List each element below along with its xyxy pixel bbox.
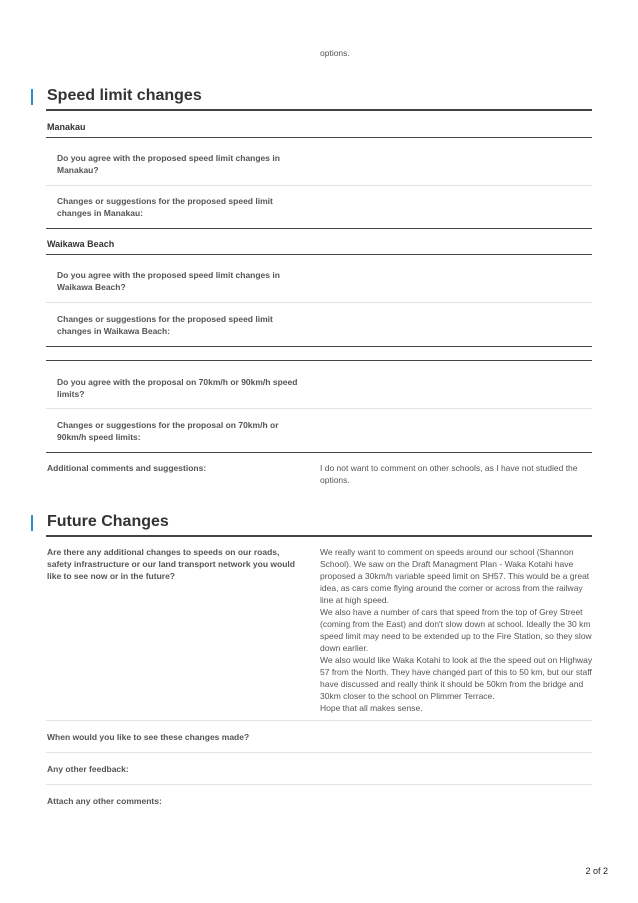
row-divider bbox=[46, 752, 592, 753]
answer-additional-comments: I do not want to comment on other schools, as I have not studied the options. bbox=[320, 463, 578, 485]
answer-paragraph: We also would like Waka Kotahi to look at the the speed out on Highway 57 from the North. They have changed part of this to 50 km, but our staff have discussed and really think it should be 50km from the bridge and 30km closer to the school on Plimmer Terrace. bbox=[320, 655, 593, 701]
question-other-feedback: Any other feedback: bbox=[47, 764, 129, 774]
section-rule bbox=[46, 109, 592, 111]
row-divider bbox=[46, 302, 592, 303]
group-rule bbox=[46, 137, 592, 138]
row-divider bbox=[46, 784, 592, 785]
question-manakau-suggestions: Changes or suggestions for the proposed speed limit changes in Manakau: bbox=[57, 196, 273, 218]
row-divider bbox=[46, 408, 592, 409]
question-additional-comments: Additional comments and suggestions: bbox=[47, 463, 207, 473]
answer-future-changes bbox=[320, 546, 594, 714]
page-number: 2 of 2 bbox=[585, 866, 608, 876]
answer-paragraph: We really want to comment on speeds around our school (Shannon School). We saw on the Draft Managment Plan - Waka Kotahi have proposed a 30km/h variable speed limit on SH57. This would be a great idea, as cars come flying around the corner or across from the railway line at high speed. bbox=[320, 547, 590, 605]
section-rule bbox=[46, 535, 592, 537]
row-divider bbox=[46, 185, 592, 186]
group-title-waikawa-beach: Waikawa Beach bbox=[47, 239, 115, 249]
section-accent-bar bbox=[31, 89, 33, 105]
question-waikawa-suggestions: Changes or suggestions for the proposed speed limit changes in Waikawa Beach: bbox=[57, 314, 273, 336]
section-heading-speed-limit: Speed limit changes bbox=[47, 87, 202, 104]
continued-answer-fragment: options. bbox=[320, 48, 350, 58]
question-speed-agree: Do you agree with the proposal on 70km/h or 90km/h speed limits? bbox=[57, 377, 298, 399]
group-rule bbox=[46, 228, 592, 229]
question-future-changes: Are there any additional changes to speeds on our roads, safety infrastructure or our land transport network you would like to see now or in the future? bbox=[47, 547, 295, 581]
group-rule bbox=[46, 346, 592, 347]
question-manakau-agree: Do you agree with the proposed speed limit changes in Manakau? bbox=[57, 153, 280, 175]
question-when-changes: When would you like to see these changes made? bbox=[47, 732, 250, 742]
group-rule bbox=[46, 452, 592, 453]
section-heading-future-changes: Future Changes bbox=[47, 513, 169, 530]
section-accent-bar bbox=[31, 515, 33, 531]
group-rule bbox=[46, 360, 592, 361]
question-attach-comments: Attach any other comments: bbox=[47, 796, 162, 806]
answer-paragraph: We also have a number of cars that speed from the top of Grey Street (coming from the East) and don't slow down at school. Ideally the 30 km speed limit may need to be extended up to the Fire Station, so they slow down earlier. bbox=[320, 607, 592, 653]
answer-paragraph: Hope that all makes sense. bbox=[320, 703, 423, 713]
group-title-manakau: Manakau bbox=[47, 122, 86, 132]
question-waikawa-agree: Do you agree with the proposed speed limit changes in Waikawa Beach? bbox=[57, 270, 280, 292]
group-rule bbox=[46, 254, 592, 255]
question-speed-suggestions: Changes or suggestions for the proposal on 70km/h or 90km/h speed limits: bbox=[57, 420, 279, 442]
row-divider bbox=[46, 720, 592, 721]
